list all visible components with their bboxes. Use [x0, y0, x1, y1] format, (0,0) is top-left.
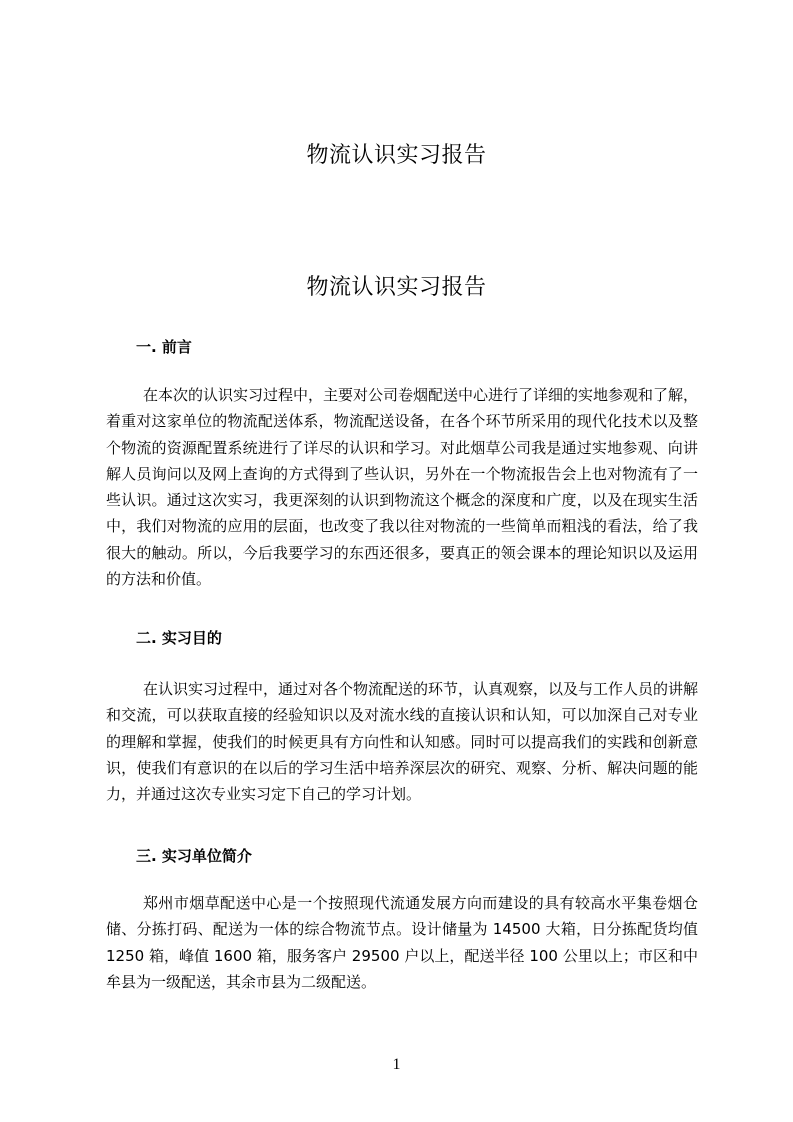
section-heading: 二. 实习目的: [136, 629, 222, 647]
section-paragraph: 郑州市烟草配送中心是一个按照现代流通发展方向而建设的具有较高水平集卷烟仓储、分拣打码、配送为一体的综合物流节点。设计储量为 14500 大箱，日分拣配货均值 1250 箱，峰值 1600 箱，服务客户 29500 户以上，配送半径 100 公里以上；市区和中牟县为一级配送，其余市县为二级配送。: [106, 894, 698, 991]
page-number: 1: [392, 1056, 401, 1073]
main-title: 物流认识实习报告: [306, 275, 487, 300]
section-paragraph: 在认识实习过程中，通过对各个物流配送的环节，认真观察，以及与工作人员的讲解和交流，可以获取直接的经验知识以及对流水线的直接认识和认知，可以加深自己对专业的理解和掌握，使我们的时候更具有方向性和认知感。同时可以提高我们的实践和创新意识，使我们有意识的在以后的学习生活中培养深层次的研究、观察、分析、解决问题的能力，并通过这次专业实习定下自己的学习计划。: [106, 680, 699, 804]
cover-title: 物流认识实习报告: [306, 143, 487, 168]
section-heading: 三. 实习单位简介: [136, 847, 252, 865]
section-heading: 一. 前言: [136, 338, 192, 356]
section-paragraph: 在本次的认识实习过程中，主要对公司卷烟配送中心进行了详细的实地参观和了解，着重对这家单位的物流配送体系，物流配送设备，在各个环节所采用的现代化技术以及整个物流的资源配置系统进行了详尽的认识和学习。对此烟草公司我是通过实地参观、向讲解人员询问以及网上查询的方式得到了些认识，另外在一个物流报告会上也对物流有了一些认识。通过这次实习，我更深刻的认识到物流这个概念的深度和广度，以及在现实生活中，我们对物流的应用的层面，也改变了我以往对物流的一些简单而粗浅的看法，给了我很大的触动。所以，今后我要学习的东西还很多，要真正的领会课本的理论知识以及运用的方法和价值。: [106, 386, 699, 589]
